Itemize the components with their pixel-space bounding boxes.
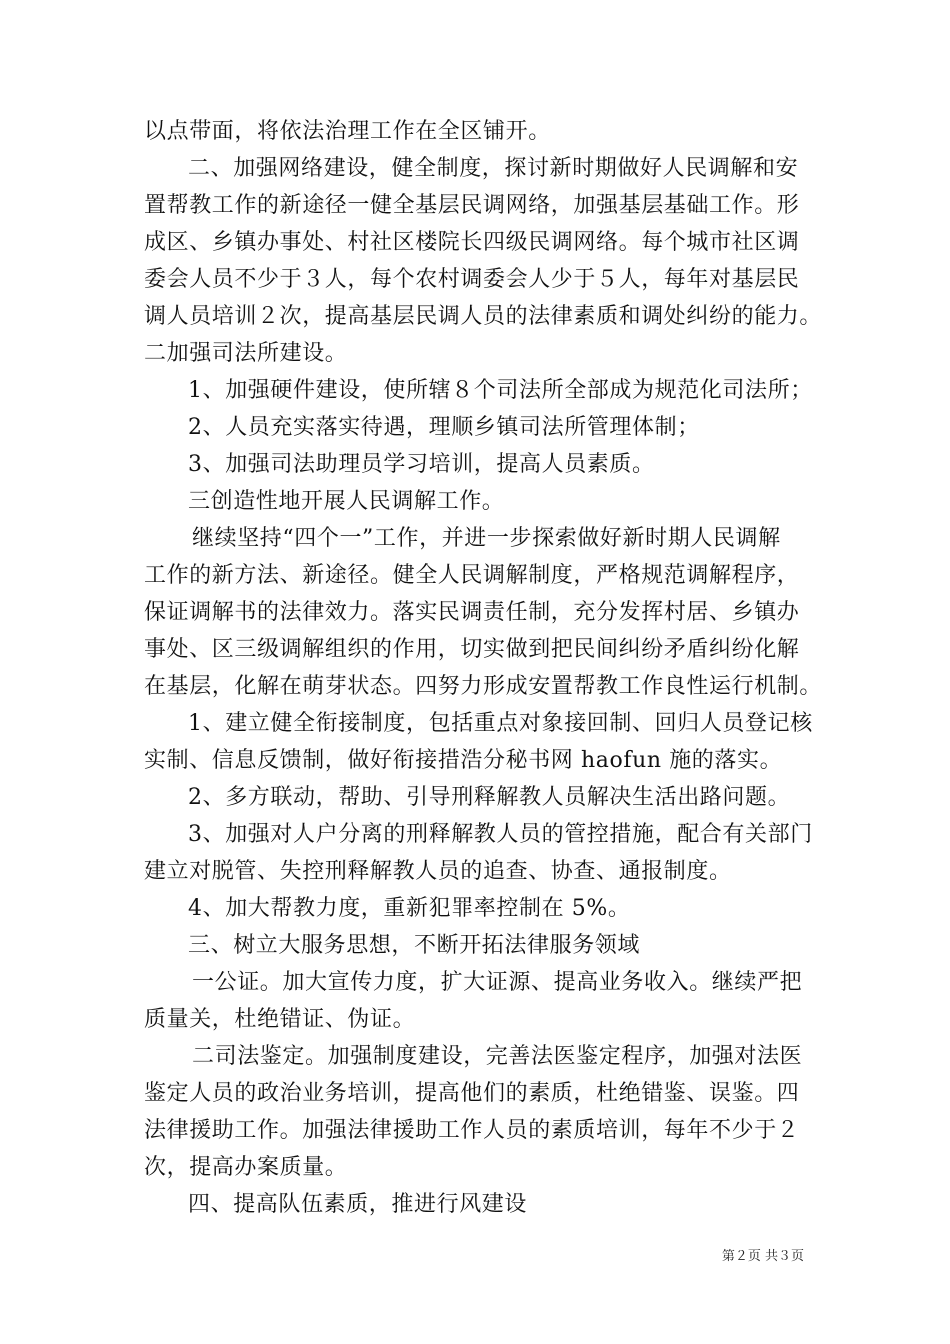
text-line: 委会人员不少于３人，每个农村调委会人少于５人，每年对基层民	[144, 267, 800, 292]
text-line: 保证调解书的法律效力。落实民调责任制，充分发挥村居、乡镇办	[144, 600, 800, 625]
text-line: 3、加强对人户分离的刑释解教人员的管控措施，配合有关部门	[188, 822, 813, 847]
text-line: 1、加强硬件建设，使所辖８个司法所全部成为规范化司法所；	[188, 378, 813, 403]
text-line: 继续坚持“四个一”工作，并进一步探索做好新时期人民调解	[192, 526, 781, 551]
text-line: 1、建立健全衔接制度，包括重点对象接回制、回归人员登记核	[188, 711, 813, 736]
text-line: 法律援助工作。加强法律援助工作人员的素质培训，每年不少于２	[144, 1118, 800, 1143]
text-line: 3、加强司法助理员学习培训，提高人员素质。	[188, 452, 655, 477]
section-heading: 三、树立大服务思想，不断开拓法律服务领域	[188, 933, 641, 958]
page-number: 第２页 共３页	[721, 1249, 804, 1264]
text-line: 建立对脱管、失控刑释解教人员的追查、协查、通报制度。	[144, 859, 732, 884]
text-line: 工作的新方法、新途径。健全人民调解制度，严格规范调解程序，	[144, 563, 800, 588]
section-heading: 四、提高队伍素质，推进行风建设	[188, 1192, 528, 1217]
text-line: 一公证。加大宣传力度，扩大证源、提高业务收入。继续严把	[192, 970, 803, 995]
text-line: 三创造性地开展人民调解工作。	[188, 489, 505, 514]
text-line: 次，提高办案质量。	[144, 1155, 348, 1180]
text-line: 调人员培训２次，提高基层民调人员的法律素质和调处纠纷的能力。	[144, 304, 823, 329]
text-line: 2、多方联动，帮助、引导刑释解教人员解决生活出路问题。	[188, 785, 791, 810]
text-line: 二司法鉴定。加强制度建设，完善法医鉴定程序，加强对法医	[192, 1044, 803, 1069]
text-line: 2、人员充实落实待遇，理顺乡镇司法所管理体制；	[188, 415, 700, 440]
text-line: 在基层，化解在萌芽状态。四努力形成安置帮教工作良性运行机制。	[144, 674, 823, 699]
text-line: 事处、区三级调解组织的作用，切实做到把民间纠纷矛盾纠纷化解	[144, 637, 800, 662]
text-line: 以点带面，将依法治理工作在全区铺开。	[144, 119, 551, 144]
text-line: 二、加强网络建设，健全制度，探讨新时期做好人民调解和安	[188, 156, 799, 181]
text-line: 4、加大帮教力度，重新犯罪率控制在 5%。	[188, 896, 631, 921]
text-line: 实制、信息反馈制，做好衔接措浩分秘书网 haofun 施的落实。	[144, 748, 783, 773]
text-line: 置帮教工作的新途径一健全基层民调网络，加强基层基础工作。形	[144, 193, 800, 218]
text-line: 鉴定人员的政治业务培训，提高他们的素质，杜绝错鉴、误鉴。四	[144, 1081, 800, 1106]
text-line: 二加强司法所建设。	[144, 341, 348, 366]
text-line: 成区、乡镇办事处、村社区楼院长四级民调网络。每个城市社区调	[144, 230, 800, 255]
text-line: 质量关，杜绝错证、伪证。	[144, 1007, 416, 1032]
